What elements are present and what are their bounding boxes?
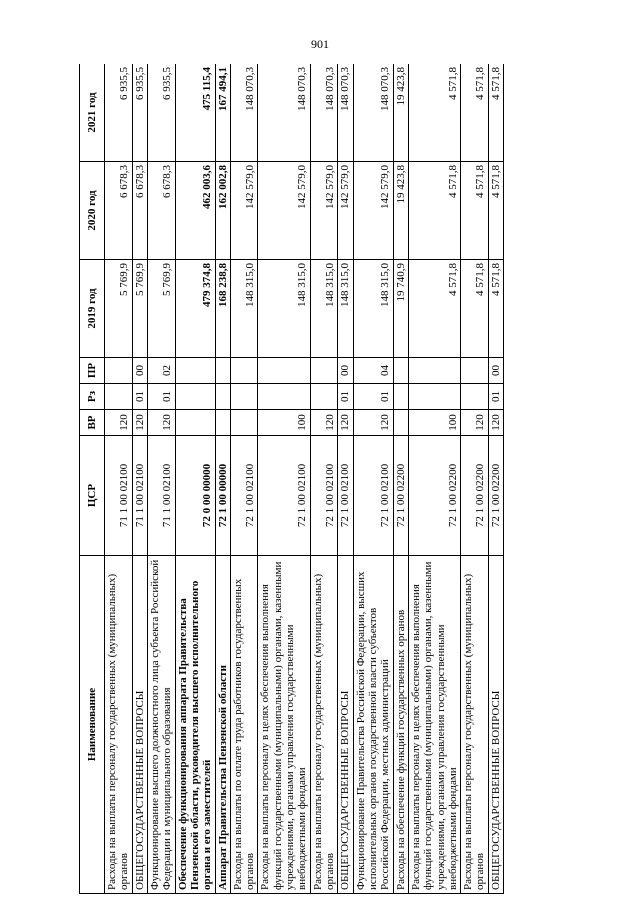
cell-csr: 72 0 00 00000	[175, 436, 215, 556]
cell-csr: 71 1 00 02100	[105, 436, 133, 556]
header-2021: 2021 год	[80, 64, 105, 162]
cell-pr: 00	[132, 358, 147, 384]
cell-2021: 4 571,8	[461, 64, 489, 162]
cell-2021: 4 571,8	[408, 64, 460, 162]
table-row	[215, 64, 230, 894]
cell-csr: 71 1 00 02100	[147, 436, 175, 556]
cell-pr	[105, 358, 133, 384]
cell-pr	[310, 358, 338, 384]
header-rz: Рз	[80, 384, 105, 410]
cell-pr	[230, 358, 258, 384]
cell-vr: 100	[408, 410, 460, 436]
header-csr: ЦСР	[80, 436, 105, 556]
cell-2021: 6 935,5	[147, 64, 175, 162]
cell-2021: 167 494,1	[215, 64, 230, 162]
cell-vr: 120	[132, 410, 147, 436]
cell-pr	[215, 358, 230, 384]
table-row	[408, 64, 460, 894]
cell-2020: 142 579,0	[230, 162, 258, 260]
cell-pr: 00	[488, 358, 503, 384]
cell-rz: 01	[132, 384, 147, 410]
cell-2019: 19 740,9	[393, 260, 408, 358]
table-row	[353, 64, 393, 894]
table-row	[105, 64, 133, 894]
cell-2020: 4 571,8	[408, 162, 460, 260]
cell-vr: 120	[105, 410, 133, 436]
table-row	[132, 64, 147, 894]
cell-name: Функционирование высшего должностного лица субъекта Российской Федерации и муниципального образования	[147, 556, 175, 894]
cell-csr: 72 1 00 02100	[230, 436, 258, 556]
rotated-table-container	[79, 64, 561, 894]
cell-name: Обеспечение функционирования аппарата Правительства Пензенской области, руководителя высшего исполнительного органа и его заместителей	[175, 556, 215, 894]
cell-2020: 162 002,8	[215, 162, 230, 260]
cell-name: Расходы на выплаты персоналу государственных (муниципальных) органов	[105, 556, 133, 894]
header-row	[80, 64, 105, 894]
cell-pr: 02	[147, 358, 175, 384]
cell-2021: 475 115,4	[175, 64, 215, 162]
table-row	[258, 64, 310, 894]
cell-rz	[461, 384, 489, 410]
header-name: Наименование	[80, 556, 105, 894]
cell-name: Расходы на выплаты персоналу государственных (муниципальных) органов	[461, 556, 489, 894]
cell-2020: 462 003,6	[175, 162, 215, 260]
cell-rz	[230, 384, 258, 410]
cell-2019: 168 238,8	[215, 260, 230, 358]
cell-2021: 6 935,5	[105, 64, 133, 162]
cell-2019: 479 374,8	[175, 260, 215, 358]
cell-2020: 6 678,3	[147, 162, 175, 260]
cell-2021: 148 070,3	[258, 64, 310, 162]
cell-name: Расходы на выплаты персоналу в целях обеспечения выполнения функций государственными (муниципальными) органами, казенными учреждениями, органами управления государственными внебюджетными фондами	[408, 556, 460, 894]
cell-name: ОБЩЕГОСУДАРСТВЕННЫЕ ВОПРОСЫ	[338, 556, 353, 894]
cell-rz	[175, 384, 215, 410]
cell-pr	[461, 358, 489, 384]
cell-2019: 5 769,9	[147, 260, 175, 358]
cell-2021: 148 070,3	[338, 64, 353, 162]
cell-csr: 72 1 00 02100	[258, 436, 310, 556]
cell-name: Расходы на выплаты персоналу государственных (муниципальных) органов	[310, 556, 338, 894]
table-row	[461, 64, 489, 894]
cell-vr: 120	[353, 410, 393, 436]
cell-vr: 120	[488, 410, 503, 436]
table-row	[310, 64, 338, 894]
cell-pr	[393, 358, 408, 384]
cell-csr: 72 1 00 02100	[338, 436, 353, 556]
cell-pr: 04	[353, 358, 393, 384]
cell-csr: 72 1 00 02200	[461, 436, 489, 556]
table-row	[147, 64, 175, 894]
cell-2020: 142 579,0	[310, 162, 338, 260]
cell-2019: 148 315,0	[353, 260, 393, 358]
table-row	[488, 64, 503, 894]
cell-vr: 120	[147, 410, 175, 436]
cell-vr	[175, 410, 215, 436]
cell-rz	[408, 384, 460, 410]
cell-rz	[105, 384, 133, 410]
cell-name: Расходы на выплаты персоналу в целях обеспечения выполнения функций государственными (муниципальными) органами, казенными учреждениями, органами управления государственными внебюджетными фондами	[258, 556, 310, 894]
cell-pr: 00	[338, 358, 353, 384]
table-viewport	[79, 64, 561, 894]
cell-2019: 4 571,8	[461, 260, 489, 358]
cell-2019: 4 571,8	[488, 260, 503, 358]
cell-vr	[230, 410, 258, 436]
cell-pr	[408, 358, 460, 384]
header-pr: ПР	[80, 358, 105, 384]
cell-2019: 5 769,9	[132, 260, 147, 358]
cell-name: ОБЩЕГОСУДАРСТВЕННЫЕ ВОПРОСЫ	[132, 556, 147, 894]
table-row	[230, 64, 258, 894]
cell-csr: 72 1 00 02100	[310, 436, 338, 556]
cell-rz: 01	[147, 384, 175, 410]
cell-csr: 72 1 00 02100	[353, 436, 393, 556]
cell-vr: 120	[461, 410, 489, 436]
cell-2019: 4 571,8	[408, 260, 460, 358]
cell-name: Аппарат Правительства Пензенской области	[215, 556, 230, 894]
cell-vr: 120	[310, 410, 338, 436]
cell-csr: 72 1 00 00000	[215, 436, 230, 556]
cell-2021: 6 935,5	[132, 64, 147, 162]
cell-2020: 142 579,0	[258, 162, 310, 260]
cell-rz: 01	[488, 384, 503, 410]
cell-2019: 148 315,0	[258, 260, 310, 358]
cell-2020: 142 579,0	[353, 162, 393, 260]
cell-name: Функционирование Правительства Российской Федерации, высших исполнительных органов государственной власти субъектов Российской Федерации, местных администраций	[353, 556, 393, 894]
cell-pr	[258, 358, 310, 384]
cell-2020: 6 678,3	[132, 162, 147, 260]
cell-csr: 72 1 00 02200	[488, 436, 503, 556]
cell-rz	[215, 384, 230, 410]
cell-csr: 72 1 00 02200	[393, 436, 408, 556]
cell-csr: 71 1 00 02100	[132, 436, 147, 556]
budget-table	[79, 64, 504, 894]
cell-2021: 148 070,3	[230, 64, 258, 162]
cell-2021: 148 070,3	[353, 64, 393, 162]
table-body	[105, 64, 504, 894]
cell-vr: 100	[258, 410, 310, 436]
cell-vr	[215, 410, 230, 436]
cell-rz: 01	[353, 384, 393, 410]
cell-rz	[310, 384, 338, 410]
cell-pr	[175, 358, 215, 384]
header-vr: ВР	[80, 410, 105, 436]
cell-2019: 148 315,0	[230, 260, 258, 358]
cell-rz: 01	[338, 384, 353, 410]
table-row	[338, 64, 353, 894]
cell-vr	[393, 410, 408, 436]
cell-2019: 148 315,0	[310, 260, 338, 358]
cell-csr: 72 1 00 02200	[408, 436, 460, 556]
cell-2020: 4 571,8	[461, 162, 489, 260]
header-2020: 2020 год	[80, 162, 105, 260]
cell-2019: 5 769,9	[105, 260, 133, 358]
cell-2020: 6 678,3	[105, 162, 133, 260]
table-row	[175, 64, 215, 894]
cell-2019: 148 315,0	[338, 260, 353, 358]
cell-rz	[393, 384, 408, 410]
cell-2021: 19 423,8	[393, 64, 408, 162]
cell-2021: 4 571,8	[488, 64, 503, 162]
cell-2020: 4 571,8	[488, 162, 503, 260]
page-number: 901	[311, 37, 329, 51]
cell-rz	[258, 384, 310, 410]
cell-name: ОБЩЕГОСУДАРСТВЕННЫЕ ВОПРОСЫ	[488, 556, 503, 894]
cell-name: Расходы на выплаты по оплате труда работников государственных органов	[230, 556, 258, 894]
table-row	[393, 64, 408, 894]
header-2019: 2019 год	[80, 260, 105, 358]
cell-2020: 142 579,0	[338, 162, 353, 260]
cell-name: Расходы на обеспечение функций государственных органов	[393, 556, 408, 894]
cell-2020: 19 423,8	[393, 162, 408, 260]
cell-2021: 148 070,3	[310, 64, 338, 162]
cell-vr: 120	[338, 410, 353, 436]
